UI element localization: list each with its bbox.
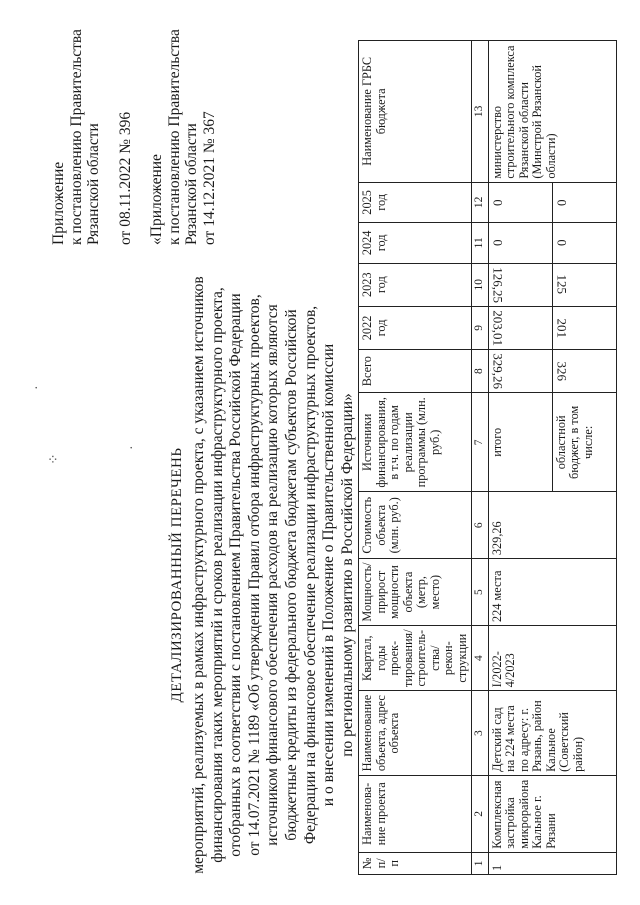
approval-line: от 08.11.2022 № 396 <box>116 111 134 245</box>
column-number: 10 <box>472 263 489 306</box>
column-number: 2 <box>472 775 489 852</box>
projects-table <box>358 40 617 875</box>
year-2022-value: 201 <box>554 318 569 338</box>
column-header: 2023 год <box>359 263 472 306</box>
column-number: 3 <box>472 691 489 776</box>
heading-line: отобранных в соответствии с постановлением Правительства Российской Федерации <box>227 293 245 857</box>
grbs-name: министерство строительного комплекса Рязанской области (Минстрой Рязанской области) <box>488 41 616 183</box>
column-header: Наименова-ние проекта <box>359 775 472 852</box>
page-title: ДЕТАЛИЗИРОВАННЫЙ ПЕРЕЧЕНЬ <box>169 447 185 703</box>
column-header: Мощность/ прирост мощности объекта (метр, место) <box>359 559 472 626</box>
scan-mark: ⁘ <box>47 453 62 465</box>
heading-line: от 14.07.2021 № 1189 «Об утверждении Правил отбора инфраструктурных проектов, <box>245 294 263 856</box>
column-number: 1 <box>472 852 489 874</box>
total-value: 329,26 <box>490 353 505 390</box>
year-2025-value: 0 <box>554 199 569 206</box>
column-number: 12 <box>472 182 489 222</box>
approval-line: от 14.12.2021 № 367 <box>200 111 218 245</box>
column-number-row <box>472 41 489 875</box>
column-number: 7 <box>472 393 489 492</box>
column-header: Наименование ГРБС бюджета <box>359 41 472 183</box>
column-header: 2025 год <box>359 182 472 222</box>
column-number: 13 <box>472 41 489 183</box>
year-2023-value: 125 <box>554 274 569 295</box>
column-header: Всего <box>359 350 472 393</box>
object-name: Детский сад на 224 места по адресу: г. Рязань, район Кальное (Советский район) <box>488 691 616 776</box>
column-number: 6 <box>472 492 489 559</box>
year-2023-value: 126,25 <box>490 266 505 303</box>
approval-line: Рязанской области <box>85 123 102 245</box>
table-row <box>488 41 552 875</box>
year-2024-value: 0 <box>490 239 505 247</box>
approval-line: Рязанской области <box>183 123 200 245</box>
column-header: Источники финансирования, в т.ч. по годам реализации программы (млн. руб.) <box>359 393 472 492</box>
approval-line: к постановлению Правительства <box>165 29 183 245</box>
heading-block <box>168 275 357 875</box>
column-number: 4 <box>472 626 489 691</box>
column-header: Квартал, годы проек-тирования/ строитель-ства/рекон-струкции <box>359 626 472 691</box>
funding-source: областной бюджет, в том числе: <box>552 393 616 492</box>
heading-line: бюджетные кредиты из федерального бюджета бюджетам субъектов Российской <box>282 309 300 841</box>
heading-line: источником финансового обеспечения расходов на реализацию которых являются <box>264 304 282 846</box>
year-2025-value: 0 <box>490 199 505 206</box>
column-header: Стоимость объекта (млн. руб.) <box>359 492 472 559</box>
column-number: 5 <box>472 559 489 626</box>
funding-source: итого <box>488 393 552 492</box>
approval-block <box>50 0 218 245</box>
year-2022-value: 203,01 <box>490 310 505 346</box>
approval-line: Приложение <box>50 161 67 245</box>
table-header-row <box>359 41 472 875</box>
project-period: I/2022-4/2023 <box>488 626 616 691</box>
column-number: 9 <box>472 306 489 349</box>
heading-line: финансирования таких мероприятий и сроков реализации инфраструктурного проекта, <box>208 287 226 863</box>
total-value: 326 <box>554 361 569 381</box>
project-name: Комплексная застройка микрорайона Кальное г. Рязани <box>488 775 616 852</box>
heading-line: Федерации на финансовое обеспечение реализации инфраструктурных проектов, <box>301 305 319 845</box>
heading-line: мероприятий, реализуемых в рамках инфраструктурного проекта, с указанием источников <box>190 276 207 874</box>
column-number: 8 <box>472 350 489 393</box>
scan-mark: · <box>125 445 140 450</box>
column-number: 11 <box>472 223 489 263</box>
column-header: 2024 год <box>359 223 472 263</box>
year-2024-value: 0 <box>554 239 569 247</box>
approval-line: к постановлению Правительства <box>67 29 85 245</box>
heading-line: и о внесении изменений в Положение о Правительственной комиссии <box>320 343 338 807</box>
row-number: 1 <box>488 852 616 874</box>
column-header: Наименование объекта, адрес объекта <box>359 691 472 776</box>
heading-line: по региональному развитию в Российской Федерации» <box>338 393 356 757</box>
approval-line: «Приложение <box>148 154 165 245</box>
column-header: 2022 год <box>359 306 472 349</box>
column-header: № п/п <box>359 852 472 874</box>
object-cost: 329,26 <box>488 492 616 559</box>
heading-text <box>190 275 357 875</box>
scan-mark: · <box>30 385 45 390</box>
object-capacity: 224 места <box>488 559 616 626</box>
